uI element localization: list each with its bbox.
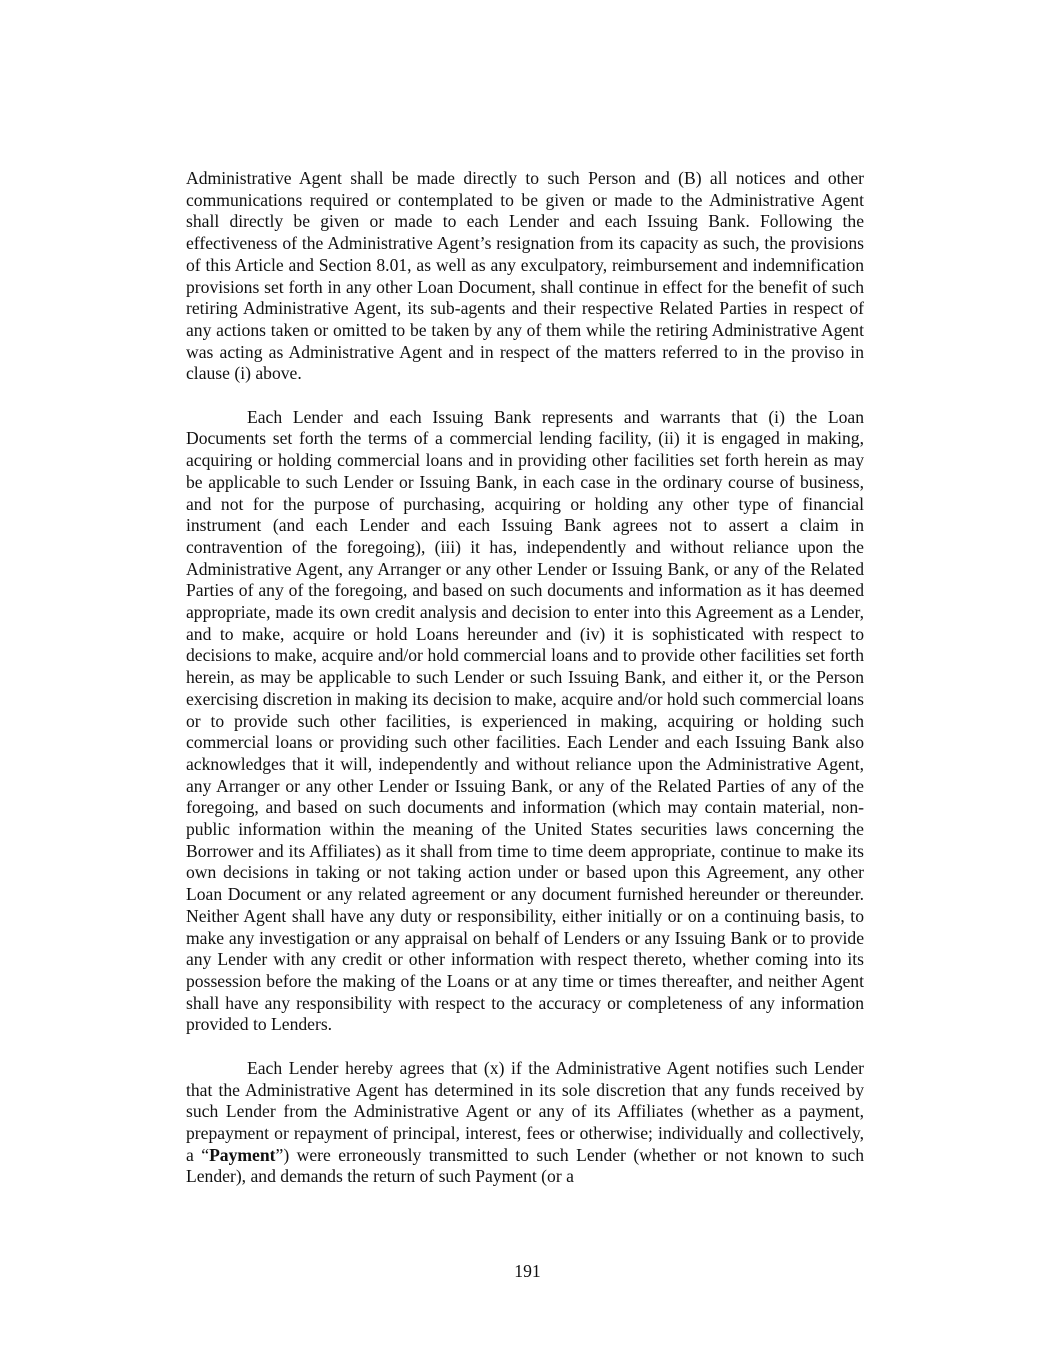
paragraph-erroneous-payment-text-before: Each Lender hereby agrees that (x) if the Administrative Agent notifies such Lender that the Administrative Agent has determined in its sole discretion that any funds received by such Lender from the Administrative Agent or any of its Affiliates (whether as a payment, prepayment or repayment of principal, interest, fees or otherwise; individually and collectively, a “	[186, 1057, 864, 1165]
document-body	[186, 168, 864, 1210]
page-number: 191	[514, 1261, 541, 1281]
paragraph-continuation: Administrative Agent shall be made directly to such Person and (B) all notices and other communications required or contemplated to be given or made to the Administrative Agent shall directly be given or made to each Lender and each Issuing Bank. Following the effectiveness of the Administrative Agent’s resignation from its capacity as such, the provisions of this Article and Section 8.01, as well as any exculpatory, reimbursement and indemnification provisions set forth in any other Loan Document, shall continue in effect for the benefit of such retiring Administrative Agent, its sub-agents and their respective Related Parties in respect of any actions taken or omitted to be taken by any of them while the retiring Administrative Agent was acting as Administrative Agent and in respect of the matters referred to in the proviso in clause (i) above.	[186, 168, 864, 384]
paragraph-representations-and-warranties: Each Lender and each Issuing Bank represents and warrants that (i) the Loan Documents set forth the terms of a commercial lending facility, (ii) it is engaged in making, acquiring or holding commercial loans and in providing other facilities set forth herein as may be applicable to such Lender or Issuing Bank, in each case in the ordinary course of business, and not for the purpose of purchasing, acquiring or holding any other type of financial instrument (and each Lender and each Issuing Bank agrees not to assert a claim in contravention of the foregoing), (iii) it has, independently and without reliance upon the Administrative Agent, any Arranger or any other Lender or Issuing Bank, or any of the Related Parties of any of the foregoing, and based on such documents and information as it has deemed appropriate, made its own credit analysis and decision to enter into this Agreement as a Lender, and to make, acquire or hold Loans hereunder and (iv) it is sophisticated with respect to decisions to make, acquire and/or hold commercial loans and to provide other facilities set forth herein, as may be applicable to such Lender or such Issuing Bank, and either it, or the Person exercising discretion in making its decision to make, acquire and/or hold such commercial loans or to provide such other facilities, is experienced in making, acquiring or holding such commercial loans or providing such other facilities. Each Lender and each Issuing Bank also acknowledges that it will, independently and without reliance upon the Administrative Agent, any Arranger or any other Lender or Issuing Bank, or any of the Related Parties of any of the foregoing, and based on such documents and information (which may contain material, non-public information within the meaning of the United States securities laws concerning the Borrower and its Affiliates) as it shall from time to time deem appropriate, continue to make its own decisions in taking or not taking action under or based upon this Agreement, any other Loan Document or any related agreement or any document furnished hereunder or thereunder. Neither Agent shall have any duty or responsibility, either initially or on a continuing basis, to make any investigation or any appraisal on behalf of Lenders or any Issuing Bank or to provide any Lender with any credit or other information with respect thereto, whether coming into its possession before the making of the Loans or at any time or times thereafter, and neither Agent shall have any responsibility with respect to the accuracy or completeness of any information provided to Lenders.	[186, 406, 864, 1035]
paragraph-erroneous-payment-text-after: ”) were erroneously transmitted to such Lender (whether or not known to such Lender), and demands the return of such Payment (or a	[186, 1144, 864, 1187]
defined-term-payment: Payment	[209, 1144, 276, 1165]
paragraph-erroneous-payment	[186, 1058, 864, 1188]
